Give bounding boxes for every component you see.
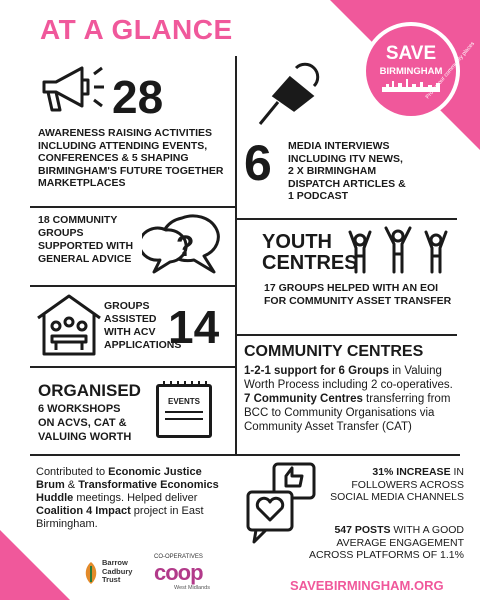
save-birmingham-logo [362, 22, 477, 120]
speech-bubbles-question-icon [142, 212, 220, 278]
divider-left-1 [30, 206, 235, 208]
media-number: 6 [244, 135, 272, 191]
awareness-text: AWARENESS RAISING ACTIVITIES INCLUDING ATTENDING EVENTS, CONFERENCES & 5 SHAPING BIRMINGHAM'S FUTURE TOGETHER MARKETPLACES [38, 127, 224, 189]
divider-left-3 [30, 366, 235, 368]
calendar-label: EVENTS [167, 397, 200, 406]
community-groups-text: 18 COMMUNITY GROUPS SUPPORTED WITH GENERAL ADVICE [38, 214, 134, 265]
svg-text:?: ? [176, 230, 195, 263]
center-divider [235, 56, 237, 454]
barrow-leaf-icon [82, 560, 100, 586]
coop-logo: CO-OPERATIVES coop West Midlands [154, 554, 210, 591]
workshops-title: ORGANISED [38, 381, 141, 400]
badge-line1: SAVE [385, 43, 437, 64]
divider-bottom [30, 454, 460, 456]
media-text: MEDIA INTERVIEWS INCLUDING ITV NEWS, 2 X BIRMINGHAM DISPATCH ARTICLES & 1 PODCAST [288, 140, 406, 202]
microphone-icon [252, 56, 330, 128]
acv-number: 14 [168, 301, 220, 353]
page-title: AT A GLANCE [40, 14, 233, 45]
divider-right-1 [237, 218, 457, 220]
people-group-icon [342, 226, 454, 276]
contribution-text: Contributed to Economic Justice Brum & Transformative Economics Huddle meetings. Helped deliver Coalition 4 Impact project in East Birmingham. [36, 466, 219, 530]
social-posts-text: 547 POSTS WITH A GOOD AVERAGE ENGAGEMENT ACROSS PLATFORMS OF 1.1% [308, 524, 464, 561]
corner-triangle-bottom [0, 530, 70, 600]
community-centres-text: 1-2-1 support for 6 Groups in Valuing Worth Process including 2 co-operatives. 7 Community Centres transferring from BCC to Community Organisations via Community Asset Transfer (CAT) [244, 365, 453, 433]
awareness-number: 28 [112, 71, 164, 123]
barrow-cadbury-logo: Barrow Cadbury Trust [82, 558, 146, 588]
youth-title: YOUTH CENTRES [262, 231, 358, 274]
divider-right-2 [237, 334, 457, 336]
workshops-text: 6 WORKSHOPS ON ACVS, CAT & VALUING WORTH [38, 403, 132, 443]
youth-text: 17 GROUPS HELPED WITH AN EOI FOR COMMUNITY ASSET TRANSFER [264, 282, 452, 307]
badge-line2: BIRMINGHAM [379, 66, 443, 77]
calendar-events-icon [156, 384, 212, 438]
divider-left-2 [30, 285, 235, 287]
acv-text: GROUPS ASSISTED WITH ACV APPLICATIONS [104, 300, 182, 351]
house-meeting-icon [34, 292, 104, 358]
badge-tagline: Protect our community places [424, 40, 477, 101]
social-followers-text: 31% INCREASE IN FOLLOWERS ACROSS SOCIAL MEDIA CHANNELS [330, 466, 464, 503]
community-centres-title: COMMUNITY CENTRES [244, 343, 424, 360]
website-link[interactable]: SAVEBIRMINGHAM.ORG [290, 578, 444, 593]
megaphone-icon [36, 60, 106, 116]
